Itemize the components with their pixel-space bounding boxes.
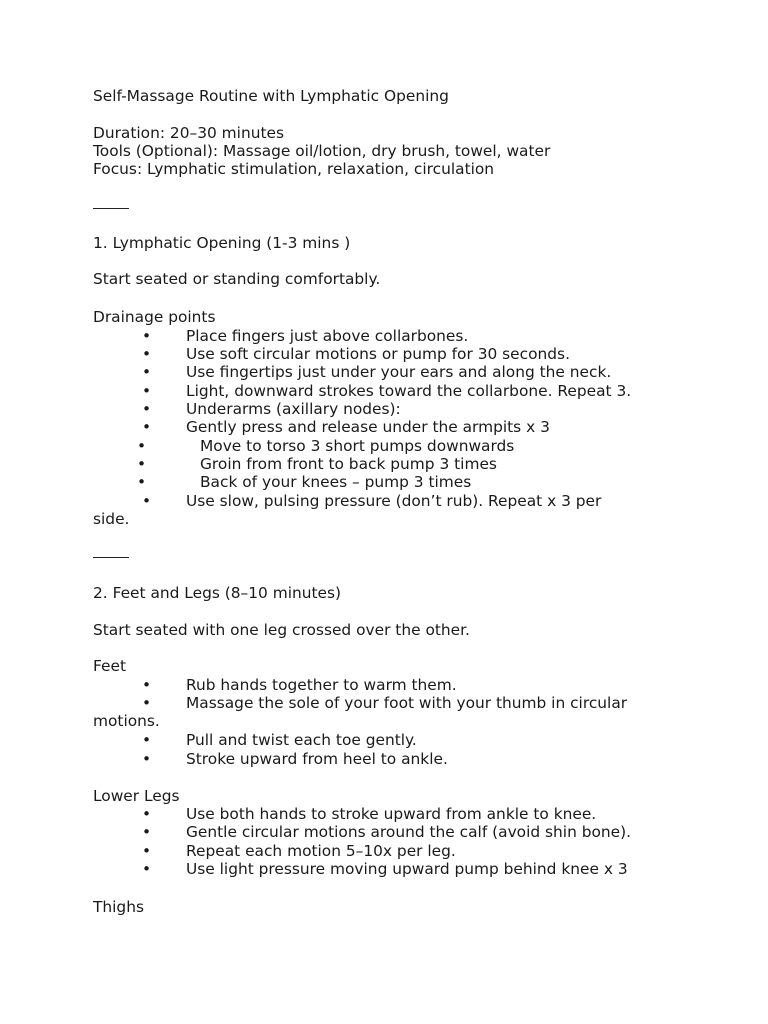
list-item-text: Light, downward strokes toward the collarbone. Repeat 3.: [186, 382, 632, 400]
bullet-icon: •: [142, 676, 152, 694]
duration-line: Duration: 20–30 minutes: [93, 124, 284, 142]
list-item-text: Groin from front to back pump 3 times: [200, 455, 497, 473]
list-item-text: Underarms (axillary nodes):: [186, 400, 401, 418]
bullet-icon: •: [142, 327, 152, 345]
bullet-icon: •: [142, 823, 152, 841]
bullet-icon: •: [142, 363, 152, 381]
list-item-text: Use fingertips just under your ears and along the neck.: [186, 363, 612, 381]
list-item-text: Stroke upward from heel to ankle.: [186, 750, 448, 768]
list-item-continuation: side.: [93, 510, 130, 528]
bullet-icon: •: [142, 345, 152, 363]
bullet-icon: •: [137, 455, 147, 473]
section1-intro: Start seated or standing comfortably.: [93, 270, 381, 288]
bullet-icon: •: [142, 382, 152, 400]
list-item-text: Use soft circular motions or pump for 30 seconds.: [186, 345, 570, 363]
focus-line: Focus: Lymphatic stimulation, relaxation, circulation: [93, 160, 495, 178]
bullet-icon: •: [142, 400, 152, 418]
list-item-text: Use both hands to stroke upward from ankle to knee.: [186, 805, 597, 823]
thighs-heading: Thighs: [93, 898, 144, 916]
list-item-text: Move to torso 3 short pumps downwards: [200, 437, 515, 455]
bullet-icon: •: [142, 731, 152, 749]
list-item-continuation: motions.: [93, 712, 160, 730]
drainage-points-heading: Drainage points: [93, 308, 216, 326]
section2-heading: 2. Feet and Legs (8–10 minutes): [93, 584, 342, 602]
bullet-icon: •: [142, 860, 152, 878]
list-item-text: Use slow, pulsing pressure (don’t rub). Repeat x 3 per: [186, 492, 602, 510]
list-item-text: Gently press and release under the armpits x 3: [186, 418, 550, 436]
bullet-icon: •: [137, 437, 147, 455]
bullet-icon: •: [142, 842, 152, 860]
list-item-text: Pull and twist each toe gently.: [186, 731, 417, 749]
list-item-text: Massage the sole of your foot with your thumb in circular: [186, 694, 628, 712]
document-title: Self-Massage Routine with Lymphatic Opening: [93, 87, 449, 105]
list-item-text: Use light pressure moving upward pump behind knee x 3: [186, 860, 628, 878]
bullet-icon: •: [142, 492, 152, 510]
bullet-icon: •: [142, 418, 152, 436]
lower-legs-heading: Lower Legs: [93, 787, 180, 805]
list-item-text: Rub hands together to warm them.: [186, 676, 457, 694]
list-item-text: Gentle circular motions around the calf (avoid shin bone).: [186, 823, 632, 841]
section2-intro: Start seated with one leg crossed over the other.: [93, 621, 470, 639]
bullet-icon: •: [142, 750, 152, 768]
tools-line: Tools (Optional): Massage oil/lotion, dry brush, towel, water: [93, 142, 551, 160]
section-divider: [93, 208, 129, 209]
section-divider: [93, 557, 129, 558]
bullet-icon: •: [142, 805, 152, 823]
list-item-text: Place fingers just above collarbones.: [186, 327, 469, 345]
list-item-text: Back of your knees – pump 3 times: [200, 473, 472, 491]
bullet-icon: •: [137, 473, 147, 491]
section1-heading: 1. Lymphatic Opening (1-3 mins ): [93, 234, 351, 252]
bullet-icon: •: [142, 694, 152, 712]
feet-heading: Feet: [93, 657, 126, 675]
list-item-text: Repeat each motion 5–10x per leg.: [186, 842, 456, 860]
